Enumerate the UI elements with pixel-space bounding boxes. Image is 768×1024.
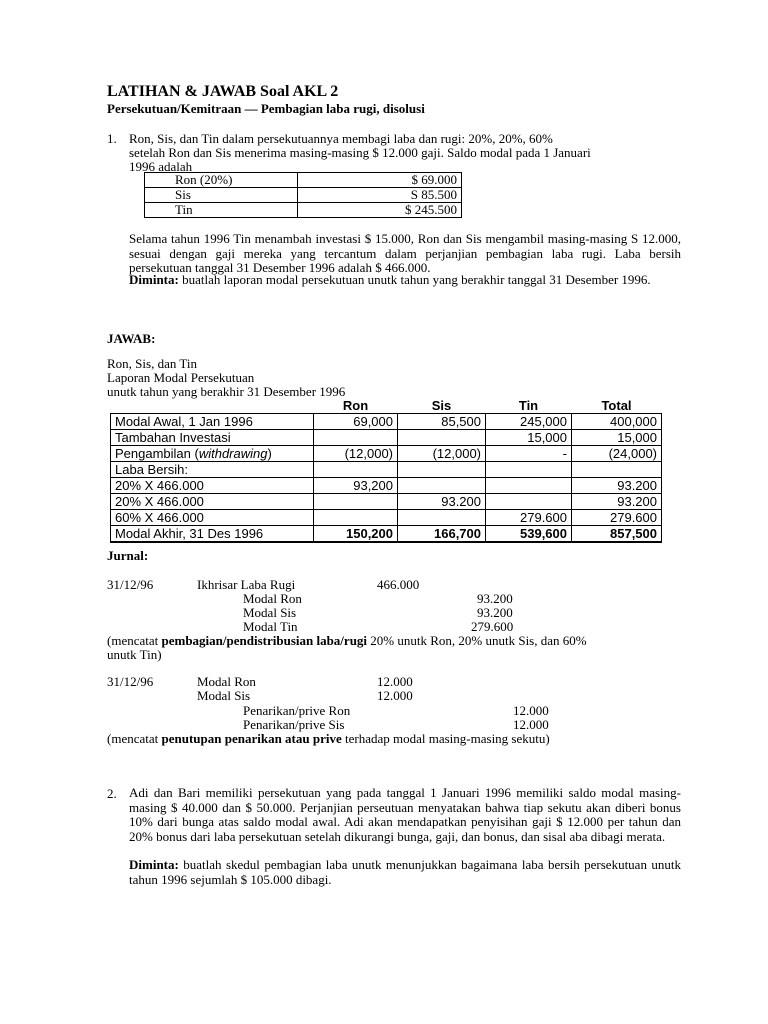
table-row (111, 510, 662, 526)
column-header: Sis (431, 398, 452, 413)
table-row (111, 446, 662, 462)
cell (398, 478, 486, 494)
entry2-credit-amount: 12.000 (513, 703, 549, 718)
cell: 93,200 (314, 478, 398, 494)
document-title: LATIHAN & JAWAB Soal AKL 2 (107, 83, 339, 100)
cell: 400,000 (572, 414, 662, 430)
entry1-note-line2: unutk Tin) (107, 647, 162, 662)
table-row (111, 494, 662, 510)
table-row (111, 462, 662, 478)
cell: 166,700 (398, 526, 486, 543)
capital-amount: S 85.500 (298, 188, 462, 203)
entry2-credit-account: Penarikan/prive Ron (243, 703, 351, 718)
table-row (145, 173, 462, 188)
statement-line1: Ron, Sis, dan Tin (107, 356, 197, 371)
entry2-debit-account: Modal Ron (197, 674, 256, 689)
entry2-credit-account: Penarikan/prive Sis (243, 717, 345, 732)
cell: 15,000 (486, 430, 572, 446)
cell: 539,600 (486, 526, 572, 543)
entry2-credit-amount: 12.000 (513, 717, 549, 732)
cell: 857,500 (572, 526, 662, 543)
note-prefix: (mencatat (107, 633, 162, 648)
cell (314, 494, 398, 510)
partner-name: Tin (145, 203, 298, 218)
row-label: Tambahan Investasi (111, 430, 314, 446)
table-row (111, 430, 662, 446)
entry1-debit-amount: 466.000 (377, 577, 420, 592)
cell: 69,000 (314, 414, 398, 430)
cell (314, 510, 398, 526)
cell: (12,000) (314, 446, 398, 462)
table-row (111, 478, 662, 494)
entry1-credit-account: Modal Sis (243, 605, 297, 620)
row-label (111, 446, 314, 462)
note-suffix: terhadap modal masing-masing sekutu) (341, 731, 550, 746)
capital-amount: $ 245.500 (298, 203, 462, 218)
table-row (111, 414, 662, 430)
row-label: 20% X 466.000 (111, 478, 314, 494)
cell: 93.200 (398, 494, 486, 510)
initial-capital-table (144, 172, 462, 218)
entry2-debit-amount: 12.000 (377, 674, 413, 689)
entry1-credit-account: Modal Ron (243, 591, 302, 606)
table-row (145, 188, 462, 203)
entry1-credit-amount: 93.200 (477, 605, 513, 620)
column-header: Total (601, 398, 632, 413)
row-label: 20% X 466.000 (111, 494, 314, 510)
column-header: Tin (518, 398, 539, 413)
entry1-debit-account: Ikhrisar Laba Rugi (197, 577, 296, 592)
cell: (24,000) (572, 446, 662, 462)
cell: 93.200 (572, 494, 662, 510)
answer-heading: JAWAB: (107, 331, 156, 346)
cell (314, 462, 398, 478)
column-header: Ron (342, 398, 369, 413)
entry1-credit-account: Modal Tin (243, 619, 298, 634)
statement-line3: unutk tahun yang berakhir 31 Desember 1996 (107, 384, 346, 399)
note-bold: pembagian/pendistribusian laba/rugi (161, 633, 368, 648)
cell: 245,000 (486, 414, 572, 430)
cell (486, 462, 572, 478)
cell: (12,000) (398, 446, 486, 462)
cell (314, 430, 398, 446)
cell: 279.600 (572, 510, 662, 526)
cell (486, 478, 572, 494)
entry2-note (107, 731, 550, 746)
row-label: Laba Bersih: (111, 462, 314, 478)
entry1-credit-amount: 93.200 (477, 591, 513, 606)
note-bold: penutupan penarikan atau prive (161, 731, 342, 746)
entry2-date: 31/12/96 (107, 674, 154, 689)
table-row (145, 203, 462, 218)
note-prefix: (mencatat (107, 731, 162, 746)
entry1-credit-amount: 279.600 (471, 619, 514, 634)
question-1-instruction (129, 273, 681, 288)
entry1-note (107, 633, 587, 648)
cell: 85,500 (398, 414, 486, 430)
capital-amount: $ 69.000 (298, 173, 462, 188)
question-1-number: 1. (107, 131, 117, 146)
column-header (111, 398, 314, 414)
diminta-text: buatlah laporan modal persekutuan unutk tahun yang berakhir tanggal 31 Desember 1996. (178, 272, 651, 287)
cell: 15,000 (572, 430, 662, 446)
question-1-paragraph: Selama tahun 1996 Tin menambah investasi $ 15.000, Ron dan Sis mengambil masing-masing S 12.000, sesuai dengan gaji mereka yang tercantum dalam perjanjian pembagian laba rugi. Laba bersih persekutuan tanggal 31 Desember 1996 adalah $ 466.000. (129, 231, 681, 276)
row-label-close: ) (267, 446, 272, 461)
table-header-row (111, 398, 662, 414)
capital-statement-table (110, 398, 662, 543)
note-suffix: 20% unutk Ron, 20% unutk Sis, dan 60% (367, 633, 587, 648)
question-1-intro-line2: setelah Ron dan Sis menerima masing-masing $ 12.000 gaji. Saldo modal pada 1 Januari (129, 145, 591, 160)
question-2-instruction (129, 858, 681, 887)
question-2-paragraph: Adi dan Bari memiliki persekutuan yang pada tanggal 1 Januari 1996 memiliki saldo modal masing-masing $ 40.000 dan $ 50.000. Perjanjian perseutuan menyatakan bahwa tiap sekutu akan diberi bonus 10% dari bunga atas saldo modal awal. Adi akan mendapatkan penyisihan gaji $ 12.000 per tahun dan 20% bonus dari laba persekutuan setelah dikurangi bunga, gaji, dan bonus, dan sisal aba dibagi merata. (129, 785, 681, 844)
entry1-date: 31/12/96 (107, 577, 154, 592)
entry2-debit-amount: 12.000 (377, 688, 413, 703)
statement-line2: Laporan Modal Persekutuan (107, 370, 255, 385)
question-1-intro-line1: Ron, Sis, dan Tin dalam persekutuannya membagi laba dan rugi: 20%, 20%, 60% (129, 131, 553, 146)
question-2-number: 2. (107, 786, 117, 801)
partner-name: Sis (145, 188, 298, 203)
diminta-label: Diminta: (129, 272, 179, 287)
cell (398, 430, 486, 446)
cell: - (486, 446, 572, 462)
partner-name: Ron (20%) (145, 173, 298, 188)
row-label-text: Pengambilan ( (115, 446, 199, 461)
cell: 150,200 (314, 526, 398, 543)
diminta-text: buatlah skedul pembagian laba unutk menunjukkan bagaimana laba bersih persekutuan unutk tahun 1996 sejumlah $ 105.000 dibagi. (129, 857, 681, 887)
row-label: Modal Awal, 1 Jan 1996 (111, 414, 314, 430)
row-label: 60% X 466.000 (111, 510, 314, 526)
cell (398, 510, 486, 526)
row-label-italic: withdrawing (198, 446, 268, 461)
document-subtitle: Persekutuan/Kemitraan — Pembagian laba rugi, disolusi (107, 101, 425, 116)
table-row-total (111, 526, 662, 543)
entry2-debit-account: Modal Sis (197, 688, 251, 703)
journal-heading: Jurnal: (107, 548, 149, 563)
row-label: Modal Akhir, 31 Des 1996 (111, 526, 314, 543)
diminta-label: Diminta: (129, 857, 179, 872)
question-1-intro-line3: 1996 adalah (129, 159, 193, 174)
cell (486, 494, 572, 510)
cell: 93.200 (572, 478, 662, 494)
cell (572, 462, 662, 478)
cell: 279.600 (486, 510, 572, 526)
cell (398, 462, 486, 478)
